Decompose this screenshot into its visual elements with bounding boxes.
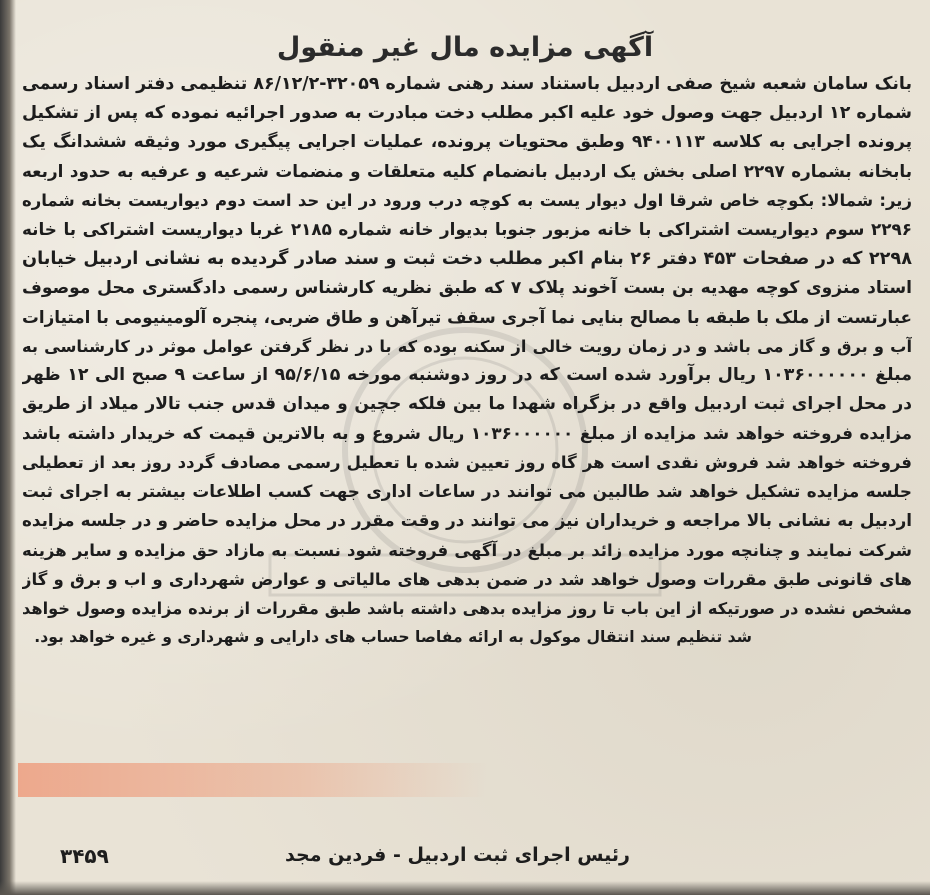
body-line: پرونده اجرایی به کلاسه ۹۴۰۰۱۱۳ وطبق محتویات پرونده، عملیات اجرایی پیگیری مورد وثیقه ششدانگ یک <box>22 132 912 153</box>
notice-code: ۳۴۵۹ <box>60 844 109 868</box>
body-line: شماره ۱۲ اردبیل جهت وصول خود علیه اکبر مطلب دخت مبادرت به صدور اجرائیه نموده که پس از تشکیل <box>22 103 912 124</box>
marker-highlight <box>18 763 488 797</box>
body-line: آب و برق و گاز می باشد و در زمان رویت خالی از سکنه بوده که با در نظر گرفتن عوامل موثر در کارشناسی به <box>22 336 912 356</box>
signature: رئیس اجرای ثبت اردبیل - فردین مجد <box>285 844 630 866</box>
body-line: عبارتست از ملک با طبقه با مصالح بنایی نما آجری سقف تیرآهن و طاق ضربی، پنجره آلومینیومی با امتیازات <box>22 306 912 327</box>
body-line: بابخانه بشماره ۲۲۹۷ اصلی بخش یک اردبیل بانضمام کلیه متعلقات و منضمات شرعیه و عرفیه به حدود اربعه <box>22 161 912 182</box>
body-line: بانک سامان شعبه شیخ صفی اردبیل باستناد سند رهنی شماره ۳۲۰۵۹-۸۶/۱۲/۲ تنظیمی دفتر اسناد رسمی <box>22 74 912 94</box>
body-line: ۲۲۹۶ سوم دیواریست اشتراکی با خانه مزبور جنوبا بدیوار خانه شماره ۲۱۸۵ غربا دیواریست اشتراکی با خانه <box>22 219 912 240</box>
body-line: ۲۲۹۸ که در صفحات ۴۵۳ دفتر ۲۶ بنام اکبر مطلب دخت ثبت و سند صادر گردیده به نشانی اردبیل خیابان <box>22 248 912 269</box>
body-line: اردبیل به نشانی بالا مراجعه و خریداران نیز می توانند در وقت مقرر در محل مزایده حاضر و در جلسه مزایده <box>22 510 912 531</box>
body-line: شرکت نمایند و چنانچه مورد مزایده زائد بر مبلغ در آگهی فروخته شود نسبت به مازاد حق مزایده و سایر هزینه <box>22 540 912 560</box>
body-line: مبلغ ۱۰۳۶۰۰۰۰۰۰ ریال برآورد شده است که در روز دوشنبه مورخه ۹۵/۶/۱۵ از ساعت ۹ صبح الی ۱۲ ظهر <box>22 364 912 385</box>
notice-body <box>22 70 912 652</box>
notice-title: آگهی مزایده مال غیر منقول <box>276 32 654 63</box>
scan-bottom-shadow <box>0 881 930 895</box>
body-line: های قانونی طبق مقررات وصول خواهد شد در ضمن بدهی های مالیاتی و عوارض شهرداری و اب و برق و گاز <box>22 569 912 589</box>
body-line: فروخته خواهد شد فروش نقدی است هر گاه روز تعیین شده با تعطیل رسمی مصادف گردد روز بعد از تعطیلی <box>22 453 912 473</box>
body-line: مشخص نشده در صورتیکه از این باب تا روز مزایده بدهی داشته باشد طبق مقررات از برنده مزایده وصول خواهد <box>22 598 912 618</box>
body-line: استاد منزوی کوچه مهدیه بن بست آخوند پلاک ۷ که طبق نظریه کارشناس رسمی دادگستری محل موصوف <box>22 277 912 298</box>
body-line: مزایده فروخته خواهد شد مزایده از مبلغ ۱۰۳۶۰۰۰۰۰۰ ریال شروع و به بالاترین قیمت که خریدار داشته باشد <box>22 423 912 444</box>
body-line: شد تنظیم سند انتقال موکول به ارائه مفاصا حساب های دارایی و شهرداری و غیره خواهد بود. <box>34 627 752 646</box>
body-line: در محل اجرای ثبت اردبیل واقع در بزگراه شهدا ما بین فلکه جچین و میدان قدس جنب تالار میلاد از طریق <box>22 394 912 415</box>
body-line: زیر: شمالا: بکوچه خاص شرقا اول دیوار یست به کوچه درب ورود در این حد است دوم دیواریست بخانه شماره <box>22 191 912 211</box>
scan-left-shadow <box>0 0 16 895</box>
body-line: جلسه مزایده تشکیل خواهد شد طالبین می توانند در ساعات اداری جهت کسب اطلاعات بیشتر به اجرای ثبت <box>22 481 912 502</box>
